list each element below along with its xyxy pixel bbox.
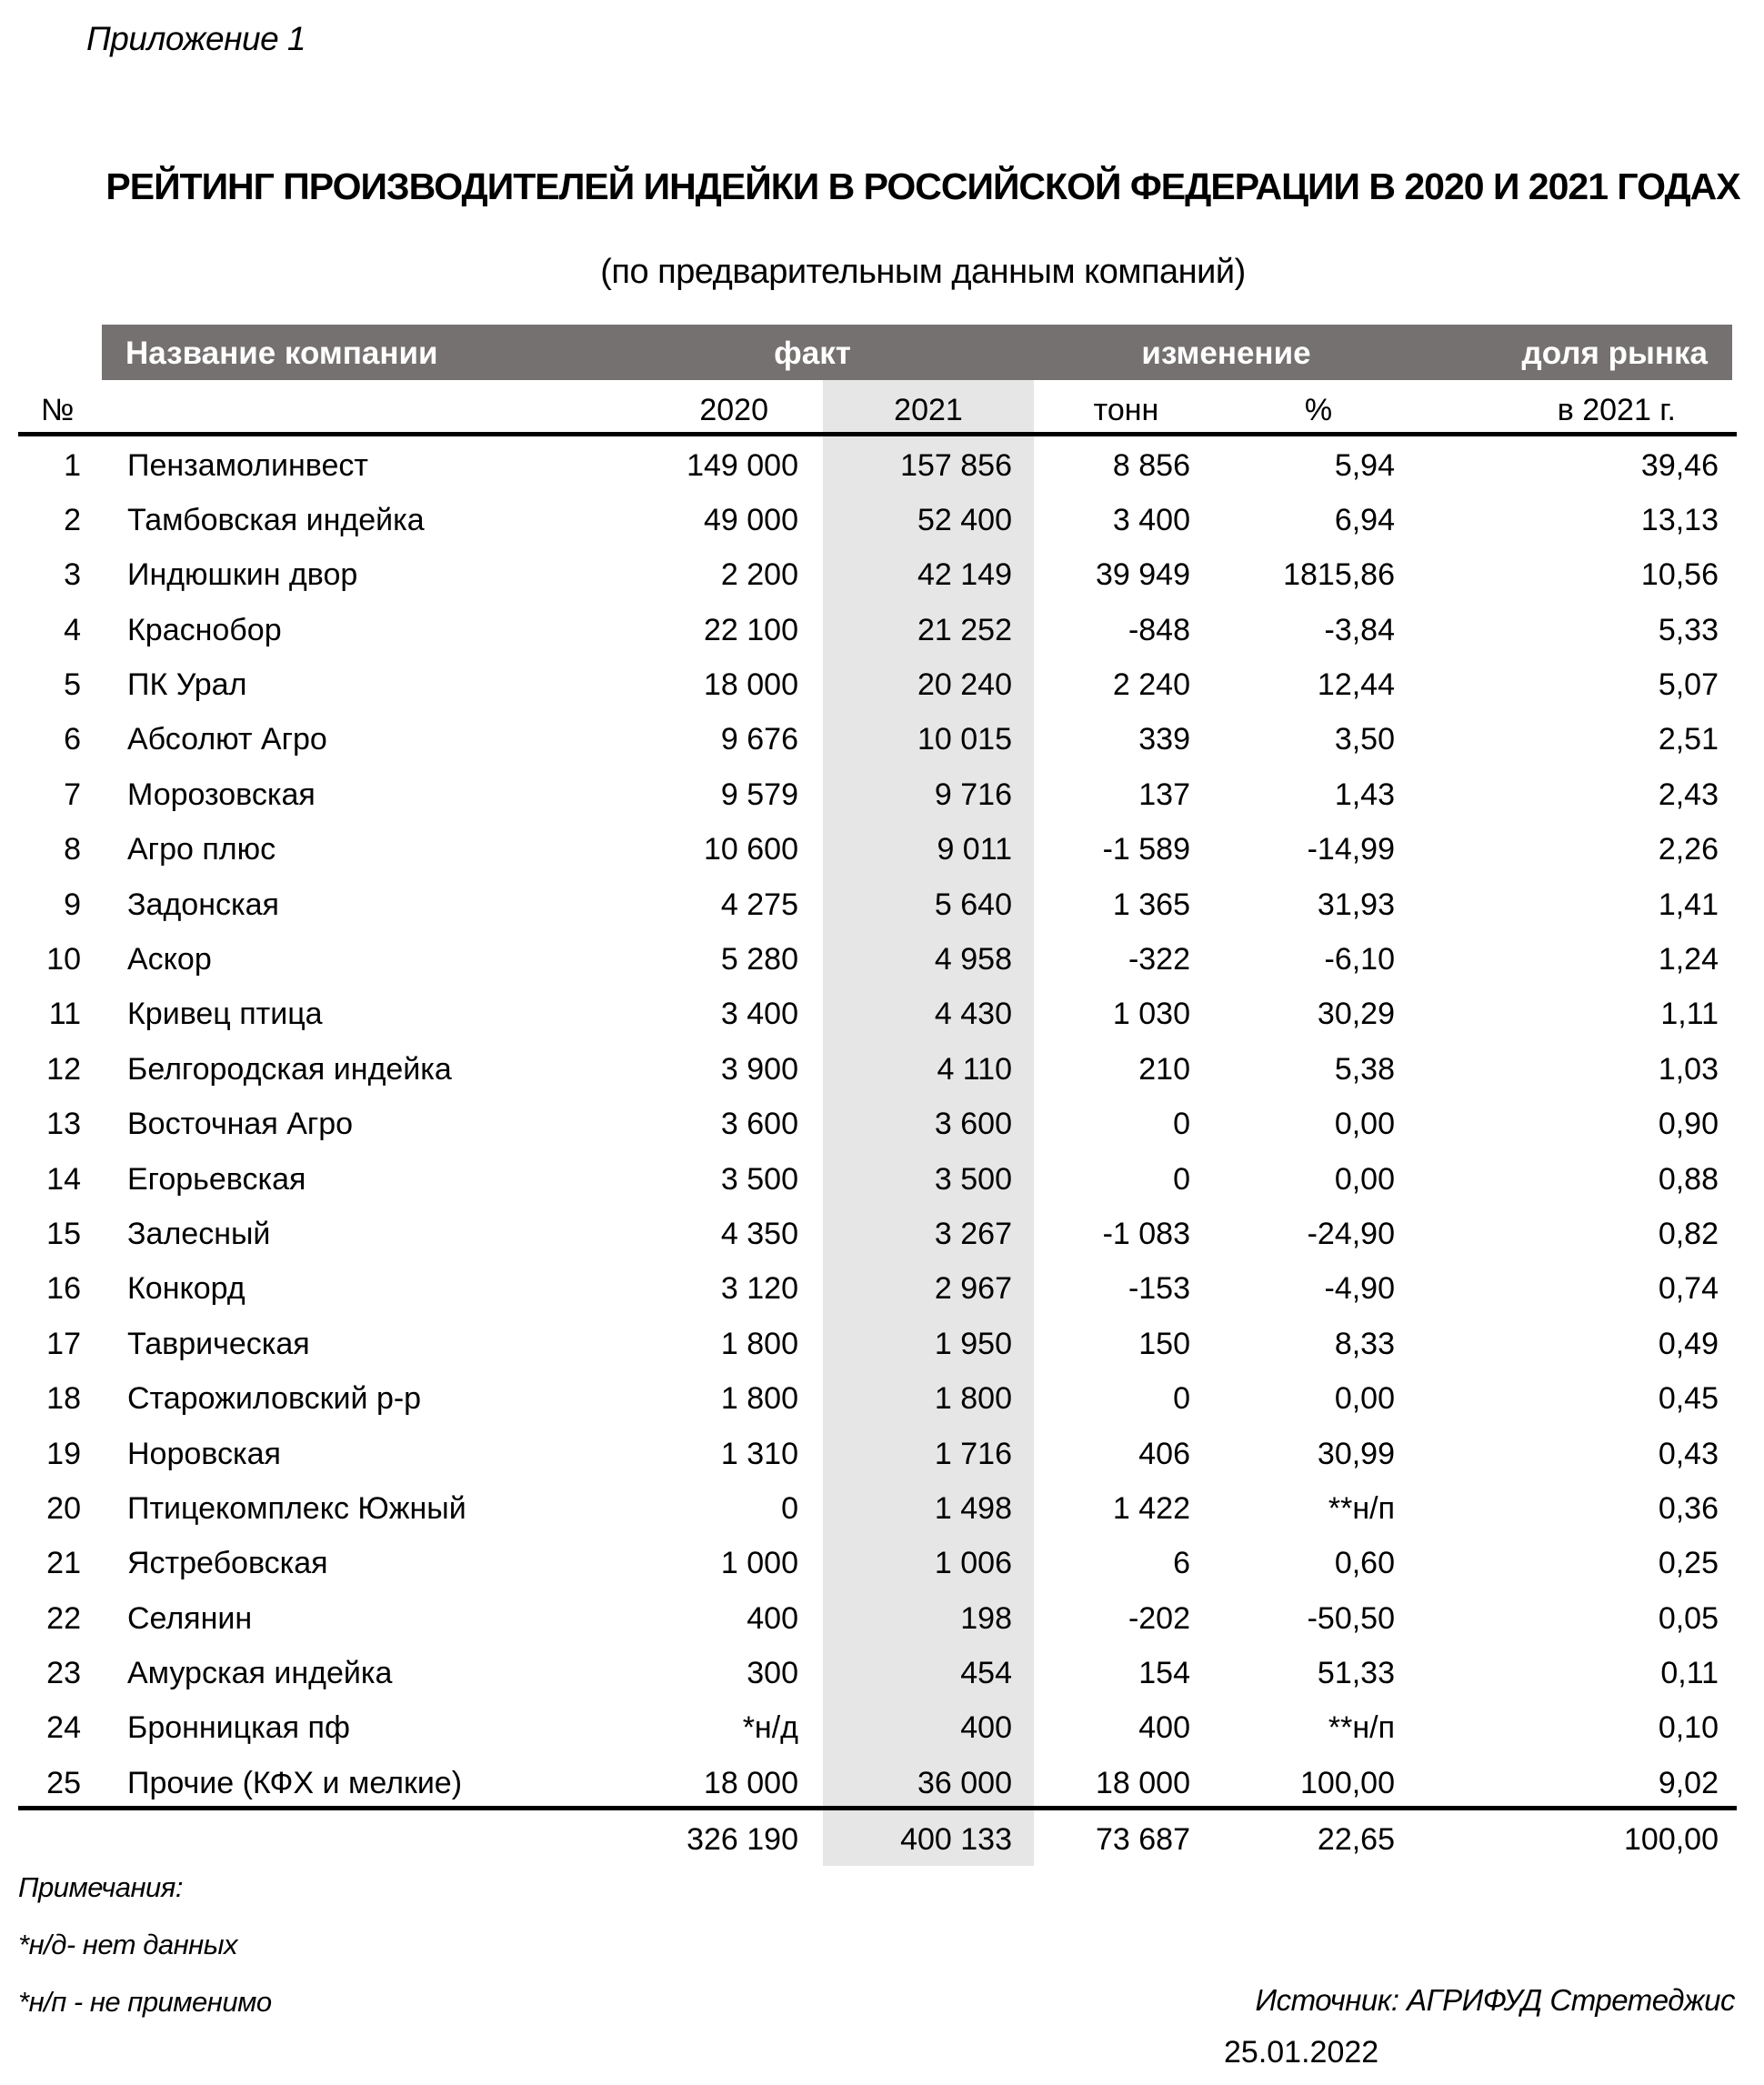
cell-2020: 3 600 bbox=[720, 1107, 798, 1142]
cell-percent: 31,93 bbox=[1317, 887, 1395, 922]
note-np: *н/п - не применимо bbox=[18, 1986, 272, 2018]
cell-share: 0,10 bbox=[1658, 1710, 1719, 1746]
report-date: 25.01.2022 bbox=[1224, 2035, 1379, 2070]
note-nd: *н/д- нет данных bbox=[18, 1929, 237, 1960]
cell-tons: 2 240 bbox=[1112, 667, 1190, 703]
cell-2021: 1 498 bbox=[823, 1478, 1034, 1532]
cell-rank: 15 bbox=[46, 1216, 81, 1251]
cell-2021: 1 006 bbox=[823, 1533, 1034, 1588]
appendix-label: Приложение 1 bbox=[86, 20, 306, 57]
col-header-company bbox=[104, 380, 591, 435]
cell-company-name: Агро плюс bbox=[127, 832, 276, 867]
cell-percent: -4,90 bbox=[1324, 1271, 1395, 1307]
cell-share: 0,05 bbox=[1658, 1600, 1719, 1636]
cell-percent: 51,33 bbox=[1317, 1656, 1395, 1691]
cell-percent: 5,38 bbox=[1334, 1051, 1395, 1087]
cell-rank: 11 bbox=[48, 997, 81, 1032]
cell-percent: 3,50 bbox=[1334, 722, 1395, 757]
totals-row bbox=[36, 1808, 1732, 1866]
cell-rank: 9 bbox=[64, 887, 81, 922]
cell-percent: -50,50 bbox=[1307, 1600, 1395, 1636]
cell-company-name: Бронницкая пф bbox=[127, 1710, 350, 1746]
cell-2020: 1 000 bbox=[720, 1546, 798, 1581]
cell-tons: 0 bbox=[1173, 1107, 1190, 1142]
total-2020: 326 190 bbox=[687, 1822, 798, 1858]
cell-2020: 22 100 bbox=[704, 612, 798, 647]
cell-company-name: Прочие (КФХ и мелкие) bbox=[127, 1765, 463, 1800]
cell-share: 1,41 bbox=[1658, 887, 1719, 922]
table-row bbox=[36, 1038, 1732, 1093]
cell-company-name: ПК Урал bbox=[127, 667, 247, 703]
cell-share: 0,43 bbox=[1658, 1436, 1719, 1471]
cell-percent: 30,29 bbox=[1317, 997, 1395, 1032]
cell-percent: -24,90 bbox=[1307, 1216, 1395, 1251]
cell-tons: -1 083 bbox=[1102, 1216, 1190, 1251]
cell-percent: 0,60 bbox=[1334, 1546, 1395, 1581]
cell-2021: 42 149 bbox=[823, 545, 1034, 599]
cell-tons: 3 400 bbox=[1112, 502, 1190, 537]
cell-company-name: Краснобор bbox=[127, 612, 282, 647]
table-row bbox=[36, 1094, 1732, 1148]
cell-2020: 2 200 bbox=[720, 557, 798, 593]
cell-2021: 36 000 bbox=[823, 1752, 1034, 1807]
cell-share: 0,88 bbox=[1658, 1161, 1719, 1197]
cell-2020: 18 000 bbox=[704, 1765, 798, 1800]
cell-company-name: Селянин bbox=[127, 1600, 253, 1636]
table-row bbox=[36, 1423, 1732, 1478]
cell-2020: 3 900 bbox=[720, 1051, 798, 1087]
cell-2021: 1 800 bbox=[823, 1368, 1034, 1423]
cell-tons: 400 bbox=[1138, 1710, 1190, 1746]
cell-company-name: Аскор bbox=[127, 942, 212, 977]
cell-percent: -14,99 bbox=[1307, 832, 1395, 867]
cell-percent: 1815,86 bbox=[1283, 557, 1395, 593]
cell-share: 1,03 bbox=[1658, 1051, 1719, 1087]
cell-company-name: Залесный bbox=[127, 1216, 271, 1251]
total-tons: 73 687 bbox=[1096, 1822, 1190, 1858]
cell-rank: 23 bbox=[46, 1656, 81, 1691]
cell-percent: 8,33 bbox=[1334, 1326, 1395, 1361]
cell-rank: 25 bbox=[46, 1765, 81, 1800]
cell-rank: 10 bbox=[46, 942, 81, 977]
cell-company-name: Кривец птица bbox=[127, 997, 323, 1032]
cell-2020: 149 000 bbox=[687, 447, 798, 483]
cell-percent: **н/п bbox=[1328, 1490, 1395, 1526]
cell-tons: 0 bbox=[1173, 1381, 1190, 1417]
cell-tons: 137 bbox=[1138, 777, 1190, 812]
cell-2021: 400 bbox=[823, 1698, 1034, 1752]
cell-share: 5,07 bbox=[1658, 667, 1719, 703]
cell-2020: 300 bbox=[747, 1656, 798, 1691]
cell-rank: 8 bbox=[64, 832, 81, 867]
cell-percent: **н/п bbox=[1328, 1710, 1395, 1746]
cell-2020: 400 bbox=[747, 1600, 798, 1636]
cell-company-name: Задонская bbox=[127, 887, 279, 922]
cell-share: 0,11 bbox=[1660, 1656, 1719, 1691]
cell-company-name: Амурская индейка bbox=[127, 1656, 393, 1691]
cell-rank: 14 bbox=[46, 1161, 81, 1197]
cell-2020: 3 500 bbox=[720, 1161, 798, 1197]
header-divider-line bbox=[18, 432, 1737, 436]
cell-2021: 1 950 bbox=[823, 1313, 1034, 1368]
table-row bbox=[36, 1368, 1732, 1423]
cell-company-name: Норовская bbox=[127, 1436, 281, 1471]
cell-rank: 3 bbox=[64, 557, 81, 593]
cell-2021: 4 110 bbox=[823, 1038, 1034, 1093]
cell-2020: 4 350 bbox=[720, 1216, 798, 1251]
cell-rank: 18 bbox=[46, 1381, 81, 1417]
cell-share: 0,74 bbox=[1658, 1271, 1719, 1307]
cell-share: 1,24 bbox=[1658, 942, 1719, 977]
cell-rank: 7 bbox=[64, 777, 81, 812]
cell-rank: 1 bbox=[64, 447, 81, 483]
cell-share: 5,33 bbox=[1658, 612, 1719, 647]
cell-rank: 19 bbox=[46, 1436, 81, 1471]
cell-share: 2,51 bbox=[1658, 722, 1719, 757]
cell-tons: 1 365 bbox=[1112, 887, 1190, 922]
cell-share: 1,11 bbox=[1660, 997, 1719, 1032]
cell-company-name: Конкорд bbox=[127, 1271, 246, 1307]
cell-2020: 1 800 bbox=[720, 1326, 798, 1361]
cell-tons: -322 bbox=[1128, 942, 1190, 977]
table-row bbox=[36, 929, 1732, 984]
cell-tons: -202 bbox=[1128, 1600, 1190, 1636]
table-row bbox=[36, 709, 1732, 764]
cell-percent: 0,00 bbox=[1334, 1161, 1395, 1197]
cell-2021: 1 716 bbox=[823, 1423, 1034, 1478]
cell-tons: -153 bbox=[1128, 1271, 1190, 1307]
cell-share: 2,26 bbox=[1658, 832, 1719, 867]
column-header-row bbox=[36, 380, 1732, 435]
cell-tons: -848 bbox=[1128, 612, 1190, 647]
cell-company-name: Птицекомплекс Южный bbox=[127, 1490, 466, 1526]
cell-company-name: Тамбовская индейка bbox=[127, 502, 425, 537]
cell-tons: 39 949 bbox=[1096, 557, 1190, 593]
cell-2021: 4 958 bbox=[823, 929, 1034, 984]
table-header-bar bbox=[102, 325, 1732, 380]
table-row bbox=[36, 874, 1732, 928]
cell-2021: 9 716 bbox=[823, 764, 1034, 818]
cell-percent: 6,94 bbox=[1334, 502, 1395, 537]
cell-2021: 5 640 bbox=[823, 874, 1034, 928]
cell-tons: 154 bbox=[1138, 1656, 1190, 1691]
cell-company-name: Морозовская bbox=[127, 777, 316, 812]
cell-percent: 5,94 bbox=[1334, 447, 1395, 483]
cell-2020: 3 400 bbox=[720, 997, 798, 1032]
cell-share: 0,82 bbox=[1658, 1216, 1719, 1251]
cell-2020: 0 bbox=[781, 1490, 798, 1526]
cell-2020: 9 579 bbox=[720, 777, 798, 812]
cell-2020: 1 800 bbox=[720, 1381, 798, 1417]
cell-tons: -1 589 bbox=[1102, 832, 1190, 867]
table-row bbox=[36, 599, 1732, 654]
cell-company-name: Пензамолинвест bbox=[127, 447, 368, 483]
table-row bbox=[36, 984, 1732, 1038]
cell-percent: 0,00 bbox=[1334, 1107, 1395, 1142]
cell-2020: 5 280 bbox=[720, 942, 798, 977]
col-header-percent: % bbox=[1304, 393, 1333, 428]
cell-share: 0,45 bbox=[1658, 1381, 1719, 1417]
cell-2020: 3 120 bbox=[720, 1271, 798, 1307]
cell-company-name: Ястребовская bbox=[127, 1546, 328, 1581]
group-header-change: изменение bbox=[1141, 336, 1311, 371]
source-credit: Источник: АГРИФУД Стретеджис bbox=[1255, 1983, 1735, 2017]
cell-tons: 18 000 bbox=[1096, 1765, 1190, 1800]
cell-share: 0,36 bbox=[1658, 1490, 1719, 1526]
table-row bbox=[36, 764, 1732, 818]
cell-tons: 6 bbox=[1173, 1546, 1190, 1581]
cell-2021: 2 967 bbox=[823, 1258, 1034, 1313]
table-row bbox=[36, 489, 1732, 544]
cell-tons: 150 bbox=[1138, 1326, 1190, 1361]
cell-percent: -3,84 bbox=[1324, 612, 1395, 647]
col-header-num: № bbox=[41, 393, 75, 428]
cell-2021: 52 400 bbox=[823, 489, 1034, 544]
total-2021: 400 133 bbox=[823, 1808, 1034, 1866]
cell-share: 0,90 bbox=[1658, 1107, 1719, 1142]
table-row bbox=[36, 1643, 1732, 1698]
cell-tons: 0 bbox=[1173, 1161, 1190, 1197]
cell-company-name: Абсолют Агро bbox=[127, 722, 327, 757]
cell-rank: 24 bbox=[46, 1710, 81, 1746]
cell-percent: 12,44 bbox=[1317, 667, 1395, 703]
cell-2021: 3 267 bbox=[823, 1203, 1034, 1258]
table-row bbox=[36, 1533, 1732, 1588]
cell-2021: 10 015 bbox=[823, 709, 1034, 764]
cell-2020: 49 000 bbox=[704, 502, 798, 537]
group-header-market-share: доля рынка bbox=[1521, 336, 1708, 371]
cell-2020: 1 310 bbox=[720, 1436, 798, 1471]
cell-tons: 1 422 bbox=[1112, 1490, 1190, 1526]
cell-tons: 406 bbox=[1138, 1436, 1190, 1471]
table-row bbox=[36, 1752, 1732, 1807]
cell-tons: 339 bbox=[1138, 722, 1190, 757]
page-title: РЕЙТИНГ ПРОИЗВОДИТЕЛЕЙ ИНДЕЙКИ В РОССИЙСКОЙ ФЕДЕРАЦИИ В 2020 И 2021 ГОДАХ bbox=[105, 165, 1740, 207]
cell-percent: 1,43 bbox=[1334, 777, 1395, 812]
table-row bbox=[36, 655, 1732, 709]
col-header-2020: 2020 bbox=[699, 393, 768, 428]
cell-2020: 4 275 bbox=[720, 887, 798, 922]
totals-empty-num bbox=[36, 1808, 104, 1866]
table-row bbox=[36, 545, 1732, 599]
table-row bbox=[36, 1698, 1732, 1752]
cell-2020: 9 676 bbox=[720, 722, 798, 757]
totals-divider-line bbox=[18, 1806, 1737, 1810]
table-row bbox=[36, 819, 1732, 874]
cell-rank: 12 bbox=[46, 1051, 81, 1087]
cell-company-name: Белгородская индейка bbox=[127, 1051, 452, 1087]
cell-percent: 0,00 bbox=[1334, 1381, 1395, 1417]
page-subtitle: (по предварительным данным компаний) bbox=[600, 253, 1246, 291]
cell-rank: 16 bbox=[46, 1271, 81, 1307]
cell-rank: 2 bbox=[64, 502, 81, 537]
cell-share: 9,02 bbox=[1658, 1765, 1719, 1800]
cell-company-name: Индюшкин двор bbox=[127, 557, 358, 593]
cell-2021: 3 500 bbox=[823, 1148, 1034, 1203]
cell-company-name: Егорьевская bbox=[127, 1161, 306, 1197]
cell-rank: 17 bbox=[46, 1326, 81, 1361]
cell-company-name: Старожиловский р-р bbox=[127, 1381, 422, 1417]
cell-percent: 30,99 bbox=[1317, 1436, 1395, 1471]
table-row bbox=[36, 1203, 1732, 1258]
cell-rank: 13 bbox=[46, 1107, 81, 1142]
cell-tons: 210 bbox=[1138, 1051, 1190, 1087]
cell-2021: 157 856 bbox=[823, 435, 1034, 489]
cell-2021: 21 252 bbox=[823, 599, 1034, 654]
table-row bbox=[36, 1148, 1732, 1203]
cell-share: 0,25 bbox=[1658, 1546, 1719, 1581]
cell-rank: 6 bbox=[64, 722, 81, 757]
cell-tons: 8 856 bbox=[1112, 447, 1190, 483]
cell-2021: 198 bbox=[823, 1588, 1034, 1642]
table-row bbox=[36, 1478, 1732, 1532]
col-header-share-2021: в 2021 г. bbox=[1557, 393, 1676, 428]
cell-share: 2,43 bbox=[1658, 777, 1719, 812]
table-row bbox=[36, 435, 1732, 489]
table-row bbox=[36, 1258, 1732, 1313]
table-row bbox=[36, 1588, 1732, 1642]
cell-tons: 1 030 bbox=[1112, 997, 1190, 1032]
cell-2020: 18 000 bbox=[704, 667, 798, 703]
table-row bbox=[36, 1313, 1732, 1368]
cell-share: 13,13 bbox=[1640, 502, 1719, 537]
cell-rank: 22 bbox=[46, 1600, 81, 1636]
total-share: 100,00 bbox=[1624, 1822, 1719, 1858]
cell-2021: 454 bbox=[823, 1643, 1034, 1698]
cell-share: 10,56 bbox=[1640, 557, 1719, 593]
cell-2020: 10 600 bbox=[704, 832, 798, 867]
cell-rank: 4 bbox=[64, 612, 81, 647]
totals-empty-name bbox=[104, 1808, 591, 1866]
cell-2021: 3 600 bbox=[823, 1094, 1034, 1148]
producers-ranking-table bbox=[36, 380, 1732, 1866]
cell-rank: 20 bbox=[46, 1490, 81, 1526]
cell-percent: 100,00 bbox=[1300, 1765, 1395, 1800]
cell-rank: 21 bbox=[46, 1546, 81, 1581]
total-percent: 22,65 bbox=[1317, 1822, 1395, 1858]
cell-company-name: Восточная Агро bbox=[127, 1107, 354, 1142]
cell-2020: *н/д bbox=[742, 1710, 798, 1746]
cell-share: 39,46 bbox=[1640, 447, 1719, 483]
cell-2021: 20 240 bbox=[823, 655, 1034, 709]
cell-company-name: Таврическая bbox=[127, 1326, 310, 1361]
cell-share: 0,49 bbox=[1658, 1326, 1719, 1361]
group-header-company: Название компании bbox=[125, 336, 438, 371]
group-header-fact: факт bbox=[774, 336, 851, 371]
cell-percent: -6,10 bbox=[1324, 942, 1395, 977]
cell-2021: 4 430 bbox=[823, 984, 1034, 1038]
cell-rank: 5 bbox=[64, 667, 81, 703]
notes-heading: Примечания: bbox=[18, 1871, 183, 1903]
cell-2021: 9 011 bbox=[823, 819, 1034, 874]
col-header-2021: 2021 bbox=[823, 380, 1034, 435]
col-header-tons: тонн bbox=[1093, 393, 1159, 428]
